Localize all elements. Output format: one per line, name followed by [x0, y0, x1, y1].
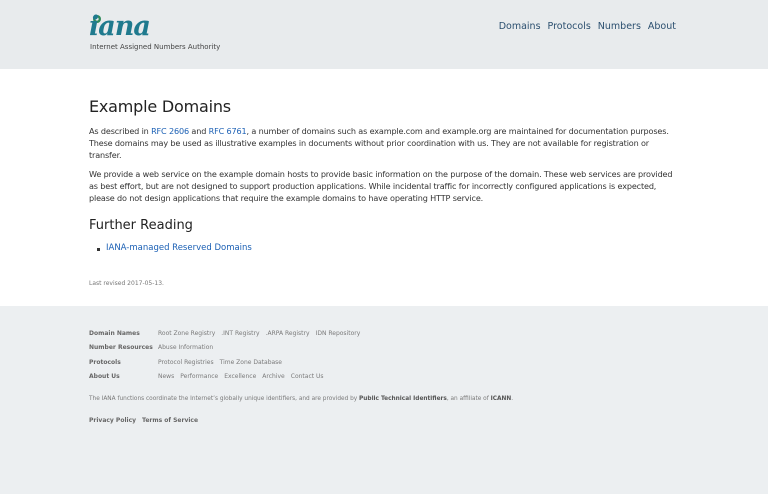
nav-protocols[interactable]: Protocols	[547, 21, 591, 32]
further-reading-list	[89, 243, 679, 253]
footer-heading-number-resources[interactable]: Number Resources	[89, 344, 153, 352]
pti-link[interactable]: Public Technical Identifiers	[359, 396, 447, 402]
footer-link-time-zone-database[interactable]: Time Zone Database	[219, 358, 282, 366]
icann-link[interactable]: ICANN	[490, 396, 512, 402]
footer-note-end: .	[511, 396, 514, 402]
intro-paragraph	[89, 125, 679, 161]
last-revised: Last revised 2017-05-13.	[89, 280, 164, 287]
footer-row-protocols	[89, 355, 360, 370]
site-header	[0, 0, 768, 69]
footer-link-news[interactable]: News	[158, 373, 175, 381]
footer-nav	[89, 326, 360, 384]
site-footer	[0, 306, 768, 494]
footer-note	[89, 396, 513, 402]
nav-domains[interactable]: Domains	[498, 21, 541, 32]
intro-text-end: , a number of domains such as example.com and example.org are maintained for documentation purposes. These domains may be used as illustrative examples in documents without prior coordination with us. They are not available for registration or transfer.	[89, 126, 669, 160]
reserved-domains-link[interactable]: IANA-managed Reserved Domains	[97, 243, 679, 253]
footer-heading-domain-names[interactable]: Domain Names	[89, 329, 140, 337]
top-nav	[499, 21, 676, 32]
footer-legal	[89, 417, 198, 424]
footer-link-arpa-registry[interactable]: .ARPA Registry	[265, 329, 310, 337]
further-reading-heading: Further Reading	[89, 218, 193, 233]
iana-logo[interactable]	[89, 12, 229, 54]
intro-text-start: As described in	[89, 126, 152, 136]
page-title: Example Domains	[89, 97, 231, 116]
logo-wordmark: iana	[89, 11, 150, 42]
logo-subtitle: Internet Assigned Numbers Authority	[90, 43, 221, 51]
main-content	[0, 69, 768, 306]
footer-note-mid: , an affiliate of	[446, 396, 491, 402]
privacy-policy-link[interactable]: Privacy Policy	[89, 417, 137, 424]
footer-link-archive[interactable]: Archive	[262, 373, 285, 381]
footer-link-protocol-registries[interactable]: Protocol Registries	[158, 358, 214, 366]
footer-row-domain-names	[89, 326, 360, 341]
footer-row-about-us	[89, 370, 360, 385]
nav-about[interactable]: About	[647, 21, 676, 32]
footer-link-excellence[interactable]: Excellence	[224, 373, 257, 381]
footer-link-idn-repository[interactable]: IDN Repository	[315, 329, 361, 337]
footer-link-performance[interactable]: Performance	[180, 373, 219, 381]
terms-of-service-link[interactable]: Terms of Service	[142, 417, 199, 424]
footer-link-root-zone[interactable]: Root Zone Registry	[158, 329, 216, 337]
footer-heading-about-us[interactable]: About Us	[89, 373, 120, 381]
footer-note-start: The IANA functions coordinate the Internet’s globally unique identifiers, and are provided by	[89, 396, 360, 402]
rfc2606-link[interactable]: RFC 2606	[151, 126, 189, 136]
footer-heading-protocols[interactable]: Protocols	[89, 358, 121, 366]
footer-link-abuse-information[interactable]: Abuse Information	[158, 344, 214, 352]
footer-row-number-resources	[89, 341, 360, 356]
footer-link-contact-us[interactable]: Contact Us	[290, 373, 324, 381]
footer-link-int-registry[interactable]: .INT Registry	[221, 329, 260, 337]
article	[89, 97, 679, 287]
intro-text-and: and	[188, 126, 209, 136]
rfc6761-link[interactable]: RFC 6761	[208, 126, 247, 136]
nav-numbers[interactable]: Numbers	[597, 21, 641, 32]
service-paragraph: We provide a web service on the example domain hosts to provide basic information on the purpose of the domain. These web services are provided as best effort, but are not designed to support production applications. While incidental traffic for incorrectly configured applications is expected, please do not design applications that require the example domains to have operating HTTP service.	[89, 169, 673, 203]
